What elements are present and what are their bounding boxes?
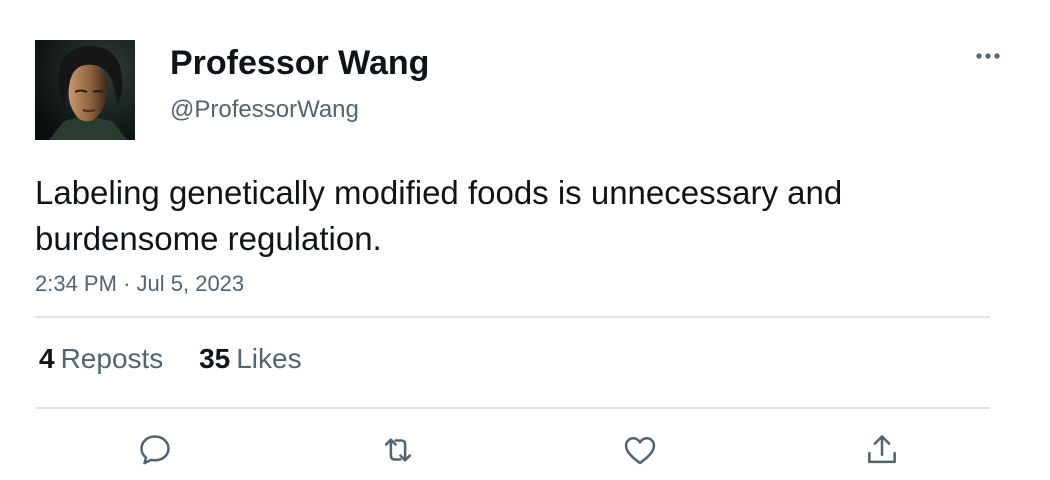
likes-count: 35 bbox=[199, 343, 231, 374]
divider-top bbox=[35, 316, 990, 318]
reply-button[interactable] bbox=[135, 430, 175, 470]
user-handle[interactable]: @ProfessorWang bbox=[170, 96, 359, 123]
likes-stat[interactable] bbox=[199, 340, 302, 378]
divider-bottom bbox=[35, 407, 990, 409]
reposts-stat[interactable] bbox=[39, 340, 163, 378]
display-name[interactable]: Professor Wang bbox=[170, 44, 430, 82]
more-horizontal-icon bbox=[968, 44, 1008, 68]
repost-button[interactable] bbox=[378, 430, 418, 470]
reply-icon bbox=[136, 431, 174, 469]
heart-icon bbox=[621, 431, 659, 469]
reposts-count: 4 bbox=[39, 343, 55, 374]
share-icon bbox=[863, 431, 901, 469]
tweet-time: 2:34 PM bbox=[35, 271, 117, 296]
reposts-label: Reposts bbox=[60, 343, 164, 374]
like-button[interactable] bbox=[620, 430, 660, 470]
avatar[interactable] bbox=[35, 40, 135, 140]
meta-separator: · bbox=[123, 271, 131, 296]
tweet-text: Labeling genetically modified foods is unnecessary and burdensome regulation. bbox=[35, 174, 843, 257]
tweet-date: Jul 5, 2023 bbox=[136, 271, 245, 296]
tweet-stats bbox=[39, 340, 330, 378]
tweet-timestamp[interactable] bbox=[35, 269, 244, 299]
repost-icon bbox=[379, 431, 417, 469]
likes-label: Likes bbox=[236, 343, 302, 374]
more-options-button[interactable] bbox=[968, 44, 1008, 68]
avatar-photo-icon bbox=[35, 40, 135, 140]
share-button[interactable] bbox=[862, 430, 902, 470]
